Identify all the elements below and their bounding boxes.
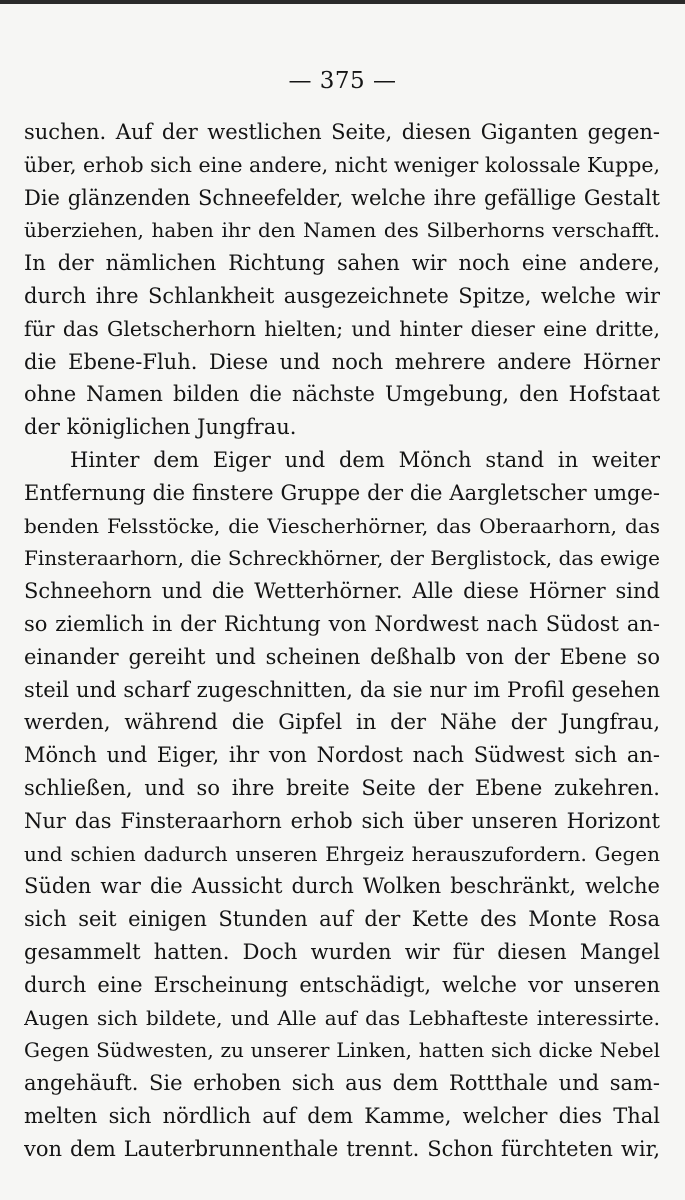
text-line: Hinter dem Eiger und dem Mönch stand in weiter — [70, 447, 660, 472]
text-line: von dem Lauterbrunnenthale trennt. Schon fürchteten wir, — [24, 1136, 660, 1161]
text-line: und schien dadurch unseren Ehrgeiz herauszufordern. Gegen — [24, 841, 660, 866]
text-line: benden Felsstöcke, die Viescherhörner, das Oberaarhorn, das — [24, 513, 660, 538]
text-line: einander gereiht und scheinen deßhalb von der Ebene so — [24, 644, 660, 669]
text-line: durch eine Erscheinung entschädigt, welche vor unseren — [24, 972, 660, 997]
page-number: — 375 — — [288, 68, 397, 94]
page-top-edge — [0, 0, 685, 4]
text-line: werden, während die Gipfel in der Nähe der Jungfrau, — [24, 710, 660, 735]
text-line: durch ihre Schlankheit ausgezeichnete Spitze, welche wir — [24, 283, 660, 308]
text-line: ohne Namen bilden die nächste Umgebung, den Hofstaat — [24, 382, 660, 407]
text-line: überziehen, haben ihr den Namen des Silberhorns verschafft. — [24, 218, 660, 243]
text-line: Die glänzenden Schneefelder, welche ihre gefällige Gestalt — [24, 185, 660, 210]
text-line: Gegen Südwesten, zu unserer Linken, hatten sich dicke Nebel — [24, 1038, 660, 1063]
text-line: melten sich nördlich auf dem Kamme, welcher dies Thal — [24, 1103, 660, 1128]
text-line: Finsteraarhorn, die Schreckhörner, der Berglistock, das ewige — [24, 546, 660, 571]
text-line: die Ebene-Fluh. Diese und noch mehrere andere Hörner — [24, 349, 660, 374]
text-line: so ziemlich in der Richtung von Nordwest nach Südost an- — [24, 611, 660, 636]
text-line: In der nämlichen Richtung sahen wir noch eine andere, — [24, 251, 660, 276]
text-line: Entfernung die finstere Gruppe der die Aargletscher umge- — [24, 480, 660, 505]
text-line: steil und scharf zugeschnitten, da sie nur im Profil gesehen — [24, 677, 660, 702]
text-line: Augen sich bildete, und Alle auf das Lebhafteste interessirte. — [24, 1005, 660, 1030]
text-line: für das Gletscherhorn hielten; und hinter dieser eine dritte, — [24, 316, 660, 341]
text-line: über, erhob sich eine andere, nicht weniger kolossale Kuppe, — [24, 152, 660, 177]
text-line: Nur das Finsteraarhorn erhob sich über unseren Horizont — [24, 808, 660, 833]
text-line: Süden war die Aussicht durch Wolken beschränkt, welche — [24, 874, 660, 899]
text-line: Mönch und Eiger, ihr von Nordost nach Südwest sich an- — [24, 743, 660, 768]
body-text — [24, 116, 660, 1166]
text-line: sich seit einigen Stunden auf der Kette des Monte Rosa — [24, 907, 660, 932]
text-line: suchen. Auf der westlichen Seite, diesen Giganten gegen- — [24, 120, 660, 144]
text-line: angehäuft. Sie erhoben sich aus dem Rottthale und sam- — [24, 1071, 660, 1096]
text-line: Schneehorn und die Wetterhörner. Alle diese Hörner sind — [24, 579, 660, 604]
text-line: der königlichen Jungfrau. — [24, 415, 297, 440]
text-line: gesammelt hatten. Doch wurden wir für diesen Mangel — [24, 939, 660, 964]
text-line: schließen, und so ihre breite Seite der Ebene zukehren. — [24, 775, 660, 800]
